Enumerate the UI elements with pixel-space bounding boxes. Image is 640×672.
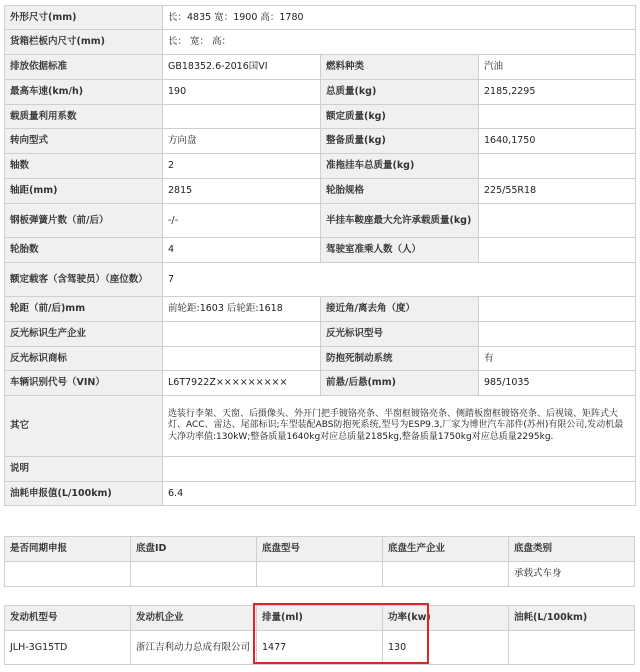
- label-notes: 说明: [5, 457, 163, 482]
- engine-table: [4, 605, 635, 665]
- cell-engine-model: JLH-3G15TD: [5, 631, 131, 665]
- label-approach-angle: 接近角/离去角（度）: [321, 297, 479, 322]
- cell-chassis-maker: [383, 562, 509, 587]
- label-reflector-model: 反光标识型号: [321, 322, 479, 347]
- label-rated-passengers: 额定载客（含驾驶员）（座位数）: [5, 263, 163, 297]
- value-tire-count: 4: [163, 238, 321, 263]
- label-reflector-maker: 反光标识生产企业: [5, 322, 163, 347]
- header-displacement: 排量(ml): [257, 606, 383, 631]
- value-steering: 方向盘: [163, 129, 321, 154]
- spec-row-wheelbase: [5, 179, 636, 204]
- value-notes: [163, 457, 636, 482]
- spec-row-tires: [5, 238, 636, 263]
- header-chassis-id: 底盘ID: [131, 537, 257, 562]
- value-reflector-maker: [163, 322, 321, 347]
- value-max-speed: 190: [163, 80, 321, 105]
- label-fuel-consumption: 油耗申报值(L/100km): [5, 482, 163, 506]
- label-cab-seats: 驾驶室准乘人数（人）: [321, 238, 479, 263]
- value-load-factor: [163, 105, 321, 129]
- value-other: 选装行李架、天窗、后摄像头、外开门把手镀铬亮条、半窗框镀铬亮条、侧踏板窗框镀铬亮条、后视镜、矩阵式大灯、ACC、雷达、尾部标识;车型装配ABS防抱死系统,型号为ESP9.3,厂家为博世汽车部件(苏州)有限公司,发动机最大净功率值:130kW;整备质量1640kg对应总质量2185kg,整备质量1750kg对应总质量2295kg.: [163, 396, 636, 457]
- header-sync-declare: 是否同期申报: [5, 537, 131, 562]
- label-leaf-spring: 钢板弹簧片数（前/后）: [5, 204, 163, 238]
- label-load-factor: 载质量利用系数: [5, 105, 163, 129]
- value-approach-angle: [479, 297, 636, 322]
- value-abs: 有: [479, 347, 636, 371]
- spec-row-dimensions: [5, 6, 636, 30]
- header-fuel-use: 油耗(L/100km): [509, 606, 635, 631]
- header-chassis-maker: 底盘生产企业: [383, 537, 509, 562]
- cell-engine-maker: 浙江吉利动力总成有限公司: [131, 631, 257, 665]
- value-tire-spec: 225/55R18: [479, 179, 636, 204]
- label-saddle-load: 半挂车鞍座最大允许承载质量(kg): [321, 204, 479, 238]
- engine-data-row: [5, 631, 635, 665]
- spec-row-vin: [5, 371, 636, 396]
- value-rated-mass: [479, 105, 636, 129]
- header-engine-model: 发动机型号: [5, 606, 131, 631]
- spec-row-notes: [5, 457, 636, 482]
- value-reflector-model: [479, 322, 636, 347]
- spec-row-steering: [5, 129, 636, 154]
- vehicle-spec-table: [4, 5, 636, 506]
- value-cargo-box: 长： 宽： 高：: [163, 30, 636, 55]
- cell-displacement: 1477: [257, 631, 383, 665]
- label-other: 其它: [5, 396, 163, 457]
- chassis-table: [4, 536, 635, 587]
- spec-row-load-factor: [5, 105, 636, 129]
- chassis-header-row: [5, 537, 635, 562]
- label-curb-mass: 整备质量(kg): [321, 129, 479, 154]
- label-abs: 防抱死制动系统: [321, 347, 479, 371]
- label-cargo-box: 货箱栏板内尺寸(mm): [5, 30, 163, 55]
- value-fuel-type: 汽油: [479, 55, 636, 80]
- value-overhang: 985/1035: [479, 371, 636, 396]
- label-max-speed: 最高车速(km/h): [5, 80, 163, 105]
- cell-chassis-model: [257, 562, 383, 587]
- header-chassis-type: 底盘类别: [509, 537, 635, 562]
- value-wheelbase: 2815: [163, 179, 321, 204]
- value-reflector-brand: [163, 347, 321, 371]
- value-axles: 2: [163, 154, 321, 179]
- spec-row-reflector: [5, 322, 636, 347]
- label-reflector-brand: 反光标识商标: [5, 347, 163, 371]
- cell-power: 130: [383, 631, 509, 665]
- value-fuel-consumption: 6.4: [163, 482, 636, 506]
- spec-row-speed: [5, 80, 636, 105]
- spec-row-cargo-box: [5, 30, 636, 55]
- header-chassis-model: 底盘型号: [257, 537, 383, 562]
- value-total-mass: 2185,2295: [479, 80, 636, 105]
- engine-header-row: [5, 606, 635, 631]
- spec-row-axles: [5, 154, 636, 179]
- label-fuel-type: 燃料种类: [321, 55, 479, 80]
- value-cab-seats: [479, 238, 636, 263]
- label-dimensions: 外形尺寸(mm): [5, 6, 163, 30]
- value-leaf-spring: -/-: [163, 204, 321, 238]
- value-rated-passengers: 7: [163, 263, 636, 297]
- header-engine-maker: 发动机企业: [131, 606, 257, 631]
- label-tire-spec: 轮胎规格: [321, 179, 479, 204]
- value-emission-standard: GB18352.6-2016国VI: [163, 55, 321, 80]
- chassis-data-row: [5, 562, 635, 587]
- label-vin: 车辆识别代号（VIN）: [5, 371, 163, 396]
- label-trailer-mass: 准拖挂车总质量(kg): [321, 154, 479, 179]
- label-axles: 轴数: [5, 154, 163, 179]
- value-dimensions: 长：4835 宽：1900 高：1780: [163, 6, 636, 30]
- label-emission-standard: 排放依据标准: [5, 55, 163, 80]
- spec-row-fuel-consumption: [5, 482, 636, 506]
- value-track-width: 前轮距:1603 后轮距:1618: [163, 297, 321, 322]
- cell-fuel-use: [509, 631, 635, 665]
- spec-row-track: [5, 297, 636, 322]
- value-vin: L6T7922Z×××××××××: [163, 371, 321, 396]
- cell-sync-declare: [5, 562, 131, 587]
- value-saddle-load: [479, 204, 636, 238]
- spec-row-emission: [5, 55, 636, 80]
- value-curb-mass: 1640,1750: [479, 129, 636, 154]
- spec-row-other: [5, 396, 636, 457]
- label-track-width: 轮距（前/后)mm: [5, 297, 163, 322]
- spec-row-abs: [5, 347, 636, 371]
- header-power: 功率(kw): [383, 606, 509, 631]
- label-overhang: 前悬/后悬(mm): [321, 371, 479, 396]
- label-steering: 转向型式: [5, 129, 163, 154]
- spec-row-passengers: [5, 263, 636, 297]
- label-tire-count: 轮胎数: [5, 238, 163, 263]
- value-trailer-mass: [479, 154, 636, 179]
- cell-chassis-type: 承载式车身: [509, 562, 635, 587]
- label-total-mass: 总质量(kg): [321, 80, 479, 105]
- spec-row-leaf-spring: [5, 204, 636, 238]
- label-rated-mass: 额定质量(kg): [321, 105, 479, 129]
- label-wheelbase: 轴距(mm): [5, 179, 163, 204]
- cell-chassis-id: [131, 562, 257, 587]
